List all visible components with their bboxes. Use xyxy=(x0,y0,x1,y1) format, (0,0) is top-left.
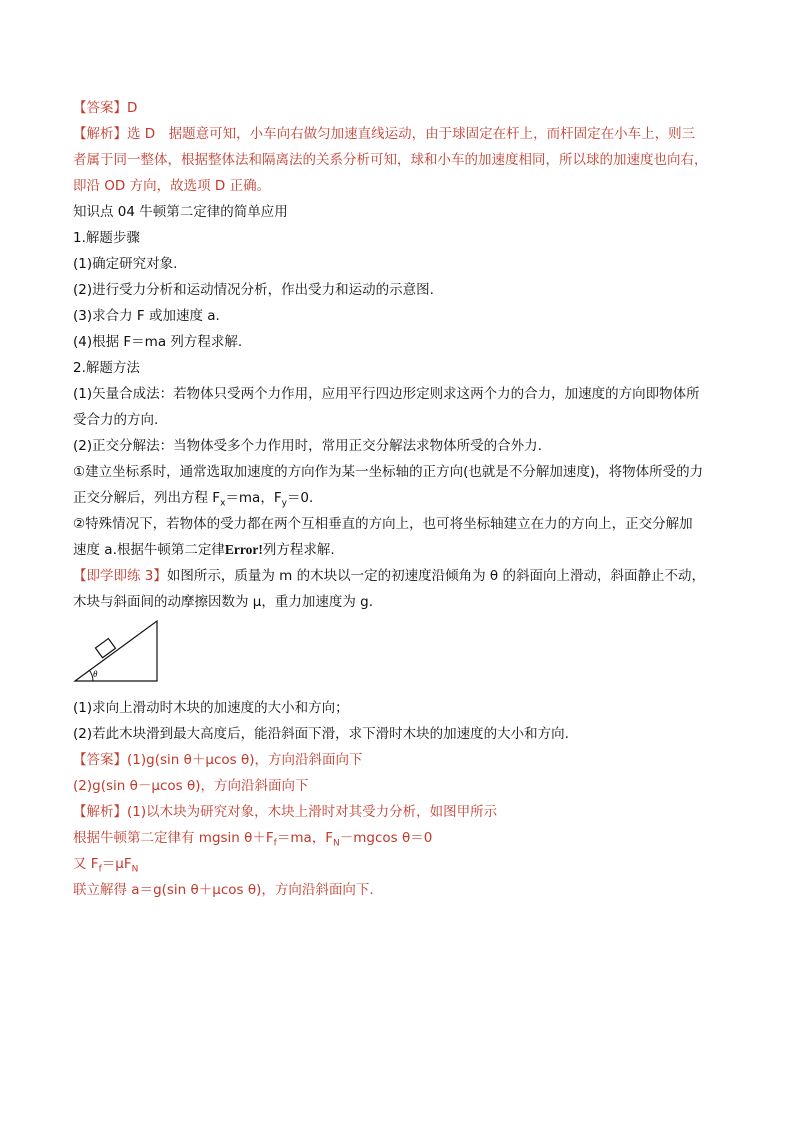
step-1: (1)确定研究对象. xyxy=(73,256,178,272)
incline-triangle xyxy=(75,621,157,681)
method-1-line1: (1)矢量合成法：若物体只受两个力作用，应用平行四边形定则求这两个力的合力，加速度的方向即物体所 xyxy=(73,386,700,402)
case-1-line2: 正交分解后，列出方程 $F_x=ma$，$F_y=0$. xyxy=(73,490,314,509)
step-3: (3)求合力 F 或加速度 a. xyxy=(73,308,220,324)
analysis-tag: 【解析】 xyxy=(73,126,127,142)
case-2-line2: 速度 a.根据牛顿第二定律Error!列方程求解. xyxy=(73,542,335,558)
knowledge-point-title: 知识点 04 牛顿第二定律的简单应用 xyxy=(73,204,288,220)
analysis-1-line1: 【解析】选 D 据题意可知，小车向右做匀加速直线运动，由于球固定在杆上，而杆固定在小车上，则三 xyxy=(73,126,696,142)
analysis-1-line3: 即沿 OD 方向，故选项 D 正确。 xyxy=(73,178,271,194)
analysis-2-line3: 又 $F_f=\mu F_N$ xyxy=(73,856,139,875)
analysis-tag: 【解析】 xyxy=(73,804,127,820)
analysis-2-line1: 【解析】(1)以木块为研究对象，木块上滑时对其受力分析，如图甲所示 xyxy=(73,804,498,820)
answer-tag: 【答案】 xyxy=(73,100,127,116)
case-1-line1: ①建立坐标系时，通常选取加速度的方向作为某一坐标轴的正方向(也就是不分解加速度)，将物体所受的力 xyxy=(73,464,704,480)
theta-label: θ xyxy=(93,669,98,679)
analysis-2-line4: 联立解得 a＝g(sin θ＋μcos θ)，方向沿斜面向下. xyxy=(73,882,374,898)
step-2: (2)进行受力分析和运动情况分析，作出受力和运动的示意图. xyxy=(73,282,434,298)
incline-diagram xyxy=(73,619,173,687)
analysis-1-line2: 者属于同一整体，根据整体法和隔离法的关系分析可知，球和小车的加速度相同，所以球的加速度也向右， xyxy=(73,152,708,168)
method-1-line2: 受合力的方向. xyxy=(73,412,159,428)
methods-title: 2.解题方法 xyxy=(73,360,140,376)
wood-block xyxy=(95,639,115,658)
exercise-line2: 木块与斜面间的动摩擦因数为 μ，重力加速度为 g. xyxy=(73,594,374,610)
exercise-line1: 【即学即练 3】如图所示，质量为 m 的木块以一定的初速度沿倾角为 θ 的斜面向上滑动，斜面静止不动， xyxy=(73,568,705,584)
answer-tag: 【答案】 xyxy=(73,752,127,768)
step-4: (4)根据 F＝ma 列方程求解. xyxy=(73,334,243,350)
exercise-tag: 【即学即练 3】 xyxy=(73,568,167,584)
steps-title: 1.解题步骤 xyxy=(73,230,140,246)
method-2: (2)正交分解法：当物体受多个力作用时，常用正交分解法求物体所受的合外力. xyxy=(73,438,542,454)
answer-text: D xyxy=(127,100,138,116)
error-marker: Error! xyxy=(224,542,263,557)
answer-2-line1: 【答案】(1)g(sin θ＋μcos θ)，方向沿斜面向下 xyxy=(73,752,363,768)
analysis-2-line2: 根据牛顿第二定律有 mgsin $\theta+F_f=ma$，$F_N-mgcos$ θ＝0 xyxy=(73,830,433,849)
answer-2-line2: (2)g(sin θ－μcos θ)，方向沿斜面向下 xyxy=(73,778,309,794)
case-2-line1: ②特殊情况下，若物体的受力都在两个互相垂直的方向上，也可将坐标轴建立在力的方向上，正交分解加 xyxy=(73,516,693,532)
incline-figure xyxy=(73,615,723,695)
question-2: (2)若此木块滑到最大高度后，能沿斜面下滑，求下滑时木块的加速度的大小和方向. xyxy=(73,726,569,742)
content xyxy=(73,95,723,903)
answer-1 xyxy=(73,95,723,121)
question-1: (1)求向上滑动时木块的加速度的大小和方向； xyxy=(73,700,349,716)
